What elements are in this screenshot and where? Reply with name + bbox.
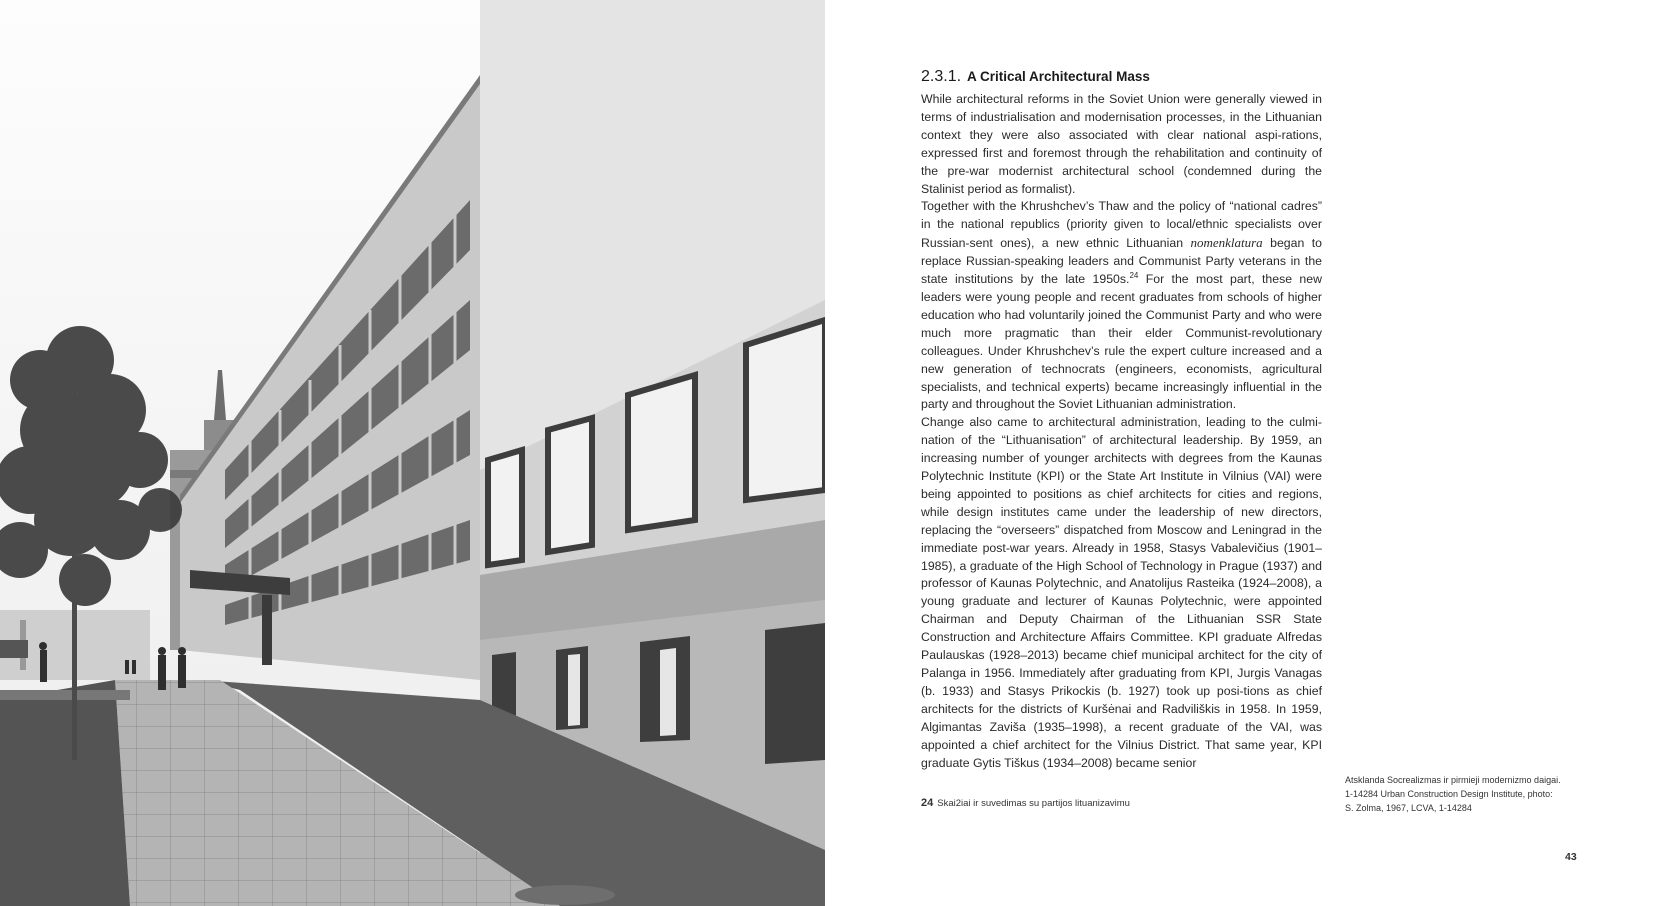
- paragraph-2-part-c: For the most part, these new leaders were young people and recent graduates from schools of higher education who had voluntarily joined the Communist Party and who were much more pragmatic than their elder Communist-revolutionary colleagues. Under Khrushchev’s rule the expert culture increased and a new generation of technocrats (engineers, economists, agricultural specialists, and technical experts) became increasingly influential in the party and throughout the Soviet Lithuanian administration.: [921, 272, 1322, 412]
- caption-line-1: Atsklanda Socrealizmas ir pirmieji modernizmo daigai.: [1345, 775, 1561, 785]
- footnote-text: Skai2iai ir suvedimas su partijos lituanizavimu: [937, 798, 1130, 809]
- page-number: 43: [1565, 851, 1577, 863]
- footnote-number: 24: [921, 797, 934, 809]
- photo-caption: [1345, 773, 1585, 815]
- section-heading: [921, 68, 1150, 86]
- footnote: [921, 797, 1130, 809]
- right-page: [825, 0, 1654, 906]
- body-text: [921, 91, 1322, 772]
- paragraph-2-part-b: began to replace Russian-speaking leaders and Communist Party veterans in the state institutions by the late 1950s.: [921, 236, 1322, 287]
- caption-line-2: 1-14284 Urban Construction Design Institute, photo:: [1345, 789, 1553, 799]
- building-photo: [0, 0, 825, 906]
- paragraph-2-part-a: Together with the Khrushchev’s Thaw and the policy of “national cadres” in the national republics (priority given to local/ethnic specialists over Russian-sent ones), a new ethnic Lithuanian: [921, 199, 1322, 251]
- italic-term: nomenklatura: [1190, 235, 1263, 251]
- paragraph-2: [921, 198, 1322, 414]
- footnote-reference[interactable]: 24: [1129, 270, 1139, 280]
- section-title: A Critical Architectural Mass: [967, 69, 1150, 84]
- section-number: 2.3.1.: [921, 68, 962, 85]
- paragraph-3: Change also came to architectural administration, leading to the culmi-nation of the “Lithuanisation” of architectural leadership. By 1959, an increasing number of younger architects with degrees from the Kaunas Polytechnic Institute (KPI) or the State Art Institute in Vilnius (VAI) were being appointed to positions as chief architects for cities and regions, while design institutes came under the leadership of new directors, replacing the “overseers” dispatched from Moscow and Leningrad in the immediate post-war years. Already in 1958, Stasys Vabalevičius (1901–1985), a graduate of the High School of Technology in Prague (1937) and professor of Kaunas Polytechnic, and Anatolijus Rasteika (1924–2008), a young graduate and lecturer of Kaunas Polytechnic, were appointed Chairman and Deputy Chairman of the Lithuanian SSR State Construction and Architecture Affairs Committee. KPI graduate Alfredas Paulauskas (1928–2013) became chief municipal architect for the city of Palanga in 1956. Immediately after graduating from KPI, Jurgis Vanagas (b. 1933) and Stasys Prikockis (b. 1927) took up posi-tions as chief architects for the districts of Kuršėnai and Radviliškis in 1958. In 1959, Algimantas Zaviša (1935–1998), a recent graduate of the VAI, was appointed a chief architect for the Vilnius District. That same year, KPI graduate Gytis Tiškus (1934–2008) became senior: [921, 415, 1322, 770]
- caption-line-3: S. Zolma, 1967, LCVA, 1-14284: [1345, 803, 1472, 813]
- paragraph-1: While architectural reforms in the Soviet Union were generally viewed in terms of industrialisation and modernisation processes, in the Lithuanian context they were also associated with clear national aspi-rations, expressed first and foremost through the rehabilitation and continuity of the pre-war modernist architectural school (condemned during the Stalinist period as formalist).: [921, 92, 1322, 196]
